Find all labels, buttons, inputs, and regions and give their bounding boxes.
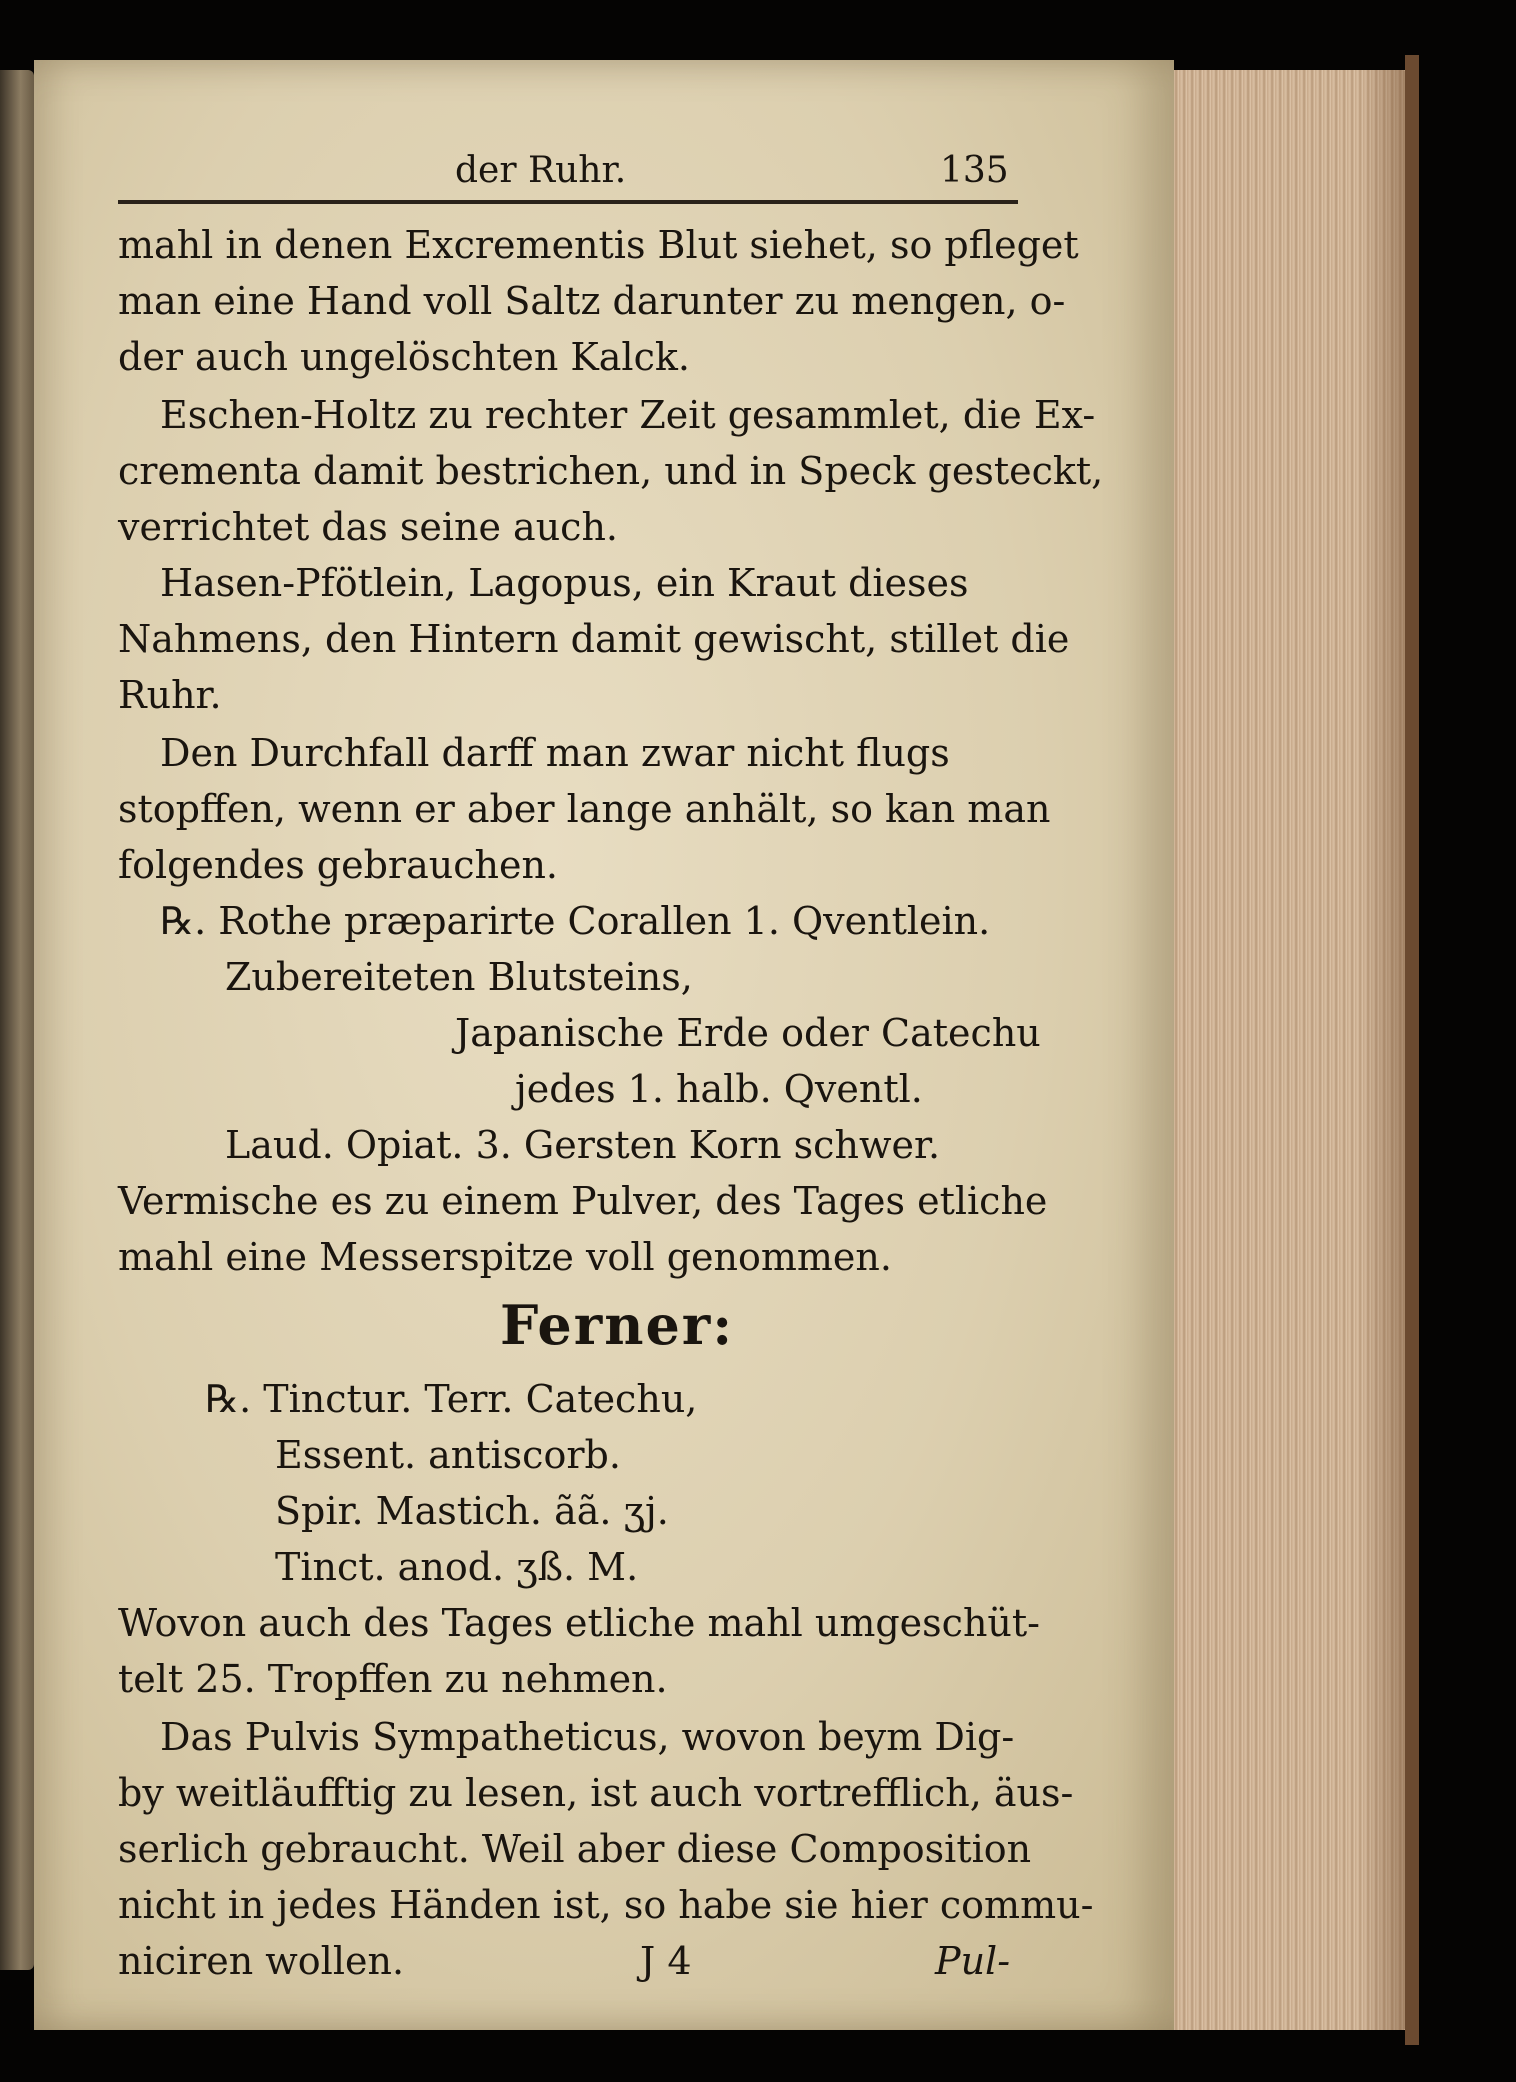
recipe-line: Zubereiteten Blutsteins,: [225, 955, 693, 999]
text-line: Das Pulvis Sympatheticus, wovon beym Dig-: [160, 1715, 1015, 1759]
text-line: by weitläufftig zu lesen, ist auch vortrefflich, äus-: [118, 1771, 1074, 1815]
text-line: nicht in jedes Händen ist, so habe sie hier commu-: [118, 1883, 1094, 1927]
header-rule: [118, 200, 1018, 204]
text-line: Vermische es zu einem Pulver, des Tages etliche: [118, 1179, 1048, 1223]
recipe-line: Spir. Mastich. ãã. ʒj.: [275, 1489, 669, 1533]
page-number: 135: [940, 150, 1009, 191]
running-head: der Ruhr.: [455, 150, 627, 191]
text-line: stopffen, wenn er aber lange anhält, so kan man: [118, 787, 1051, 831]
recipe-line: Laud. Opiat. 3. Gersten Korn schwer.: [225, 1123, 941, 1167]
recipe-line: Japanische Erde oder Catechu: [455, 1011, 1041, 1055]
text-line: Ruhr.: [118, 673, 222, 717]
recipe-line: ℞. Rothe præparirte Corallen 1. Qventlein.: [160, 899, 991, 943]
text-line: Den Durchfall darff man zwar nicht flugs: [160, 731, 950, 775]
book-cover-board: [1405, 55, 1419, 2045]
text-line: man eine Hand voll Saltz darunter zu mengen, o-: [118, 279, 1066, 323]
recipe-line: Tinct. anod. ʒß. M.: [275, 1545, 639, 1589]
text-line: Hasen-Pfötlein, Lagopus, ein Kraut dieses: [160, 561, 969, 605]
text-line: folgendes gebrauchen.: [118, 843, 559, 887]
text-line: Eschen-Holtz zu rechter Zeit gesammlet, die Ex-: [160, 393, 1096, 437]
recipe-line: jedes 1. halb. Qventl.: [515, 1067, 923, 1111]
text-line: der auch ungelöschten Kalck.: [118, 335, 690, 379]
text-line: serlich gebraucht. Weil aber diese Composition: [118, 1827, 1032, 1871]
text-line: Wovon auch des Tages etliche mahl umgeschüt-: [118, 1601, 1041, 1645]
text-line: verrichtet das seine auch.: [118, 505, 619, 549]
text-line: telt 25. Tropffen zu nehmen.: [118, 1657, 668, 1701]
signature-mark: J 4: [640, 1939, 692, 1983]
previous-page-edge: [0, 70, 34, 1970]
text-line: crementa damit bestrichen, und in Speck gesteckt,: [118, 449, 1104, 493]
catchword: Pul-: [935, 1939, 1011, 1983]
page-edges-shadow: [1360, 70, 1410, 2030]
recipe-line: Essent. antiscorb.: [275, 1433, 621, 1477]
section-heading: Ferner:: [500, 1293, 735, 1357]
text-line: Nahmens, den Hintern damit gewischt, stillet die: [118, 617, 1070, 661]
text-line: niciren wollen.: [118, 1939, 405, 1983]
text-line: mahl in denen Excrementis Blut siehet, so pfleget: [118, 223, 1079, 267]
text-line: mahl eine Messerspitze voll genommen.: [118, 1235, 892, 1279]
recipe-line: ℞. Tinctur. Terr. Catechu,: [205, 1377, 698, 1421]
